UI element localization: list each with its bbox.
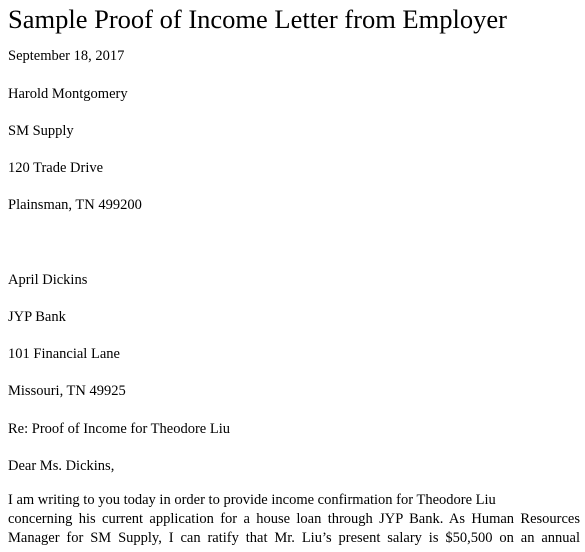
recipient-city-state-zip: Missouri, TN 49925 bbox=[8, 383, 126, 399]
salutation: Dear Ms. Dickins, bbox=[8, 458, 115, 474]
recipient-name: April Dickins bbox=[8, 272, 88, 288]
body-line: Manager for SM Supply, I can ratify that Mr. Liu’s present salary is $50,500 on an annual bbox=[8, 530, 580, 546]
letter-date: September 18, 2017 bbox=[8, 48, 125, 64]
body-paragraph bbox=[8, 491, 580, 548]
subject-line: Re: Proof of Income for Theodore Liu bbox=[8, 421, 231, 437]
recipient-company: JYP Bank bbox=[8, 309, 66, 325]
recipient-street: 101 Financial Lane bbox=[8, 346, 120, 362]
body-line: I am writing to you today in order to provide income confirmation for Theodore Liu bbox=[8, 492, 496, 508]
sender-company: SM Supply bbox=[8, 123, 74, 139]
document-title: Sample Proof of Income Letter from Employer bbox=[8, 4, 507, 34]
sender-street: 120 Trade Drive bbox=[8, 160, 104, 176]
sender-city-state-zip: Plainsman, TN 499200 bbox=[8, 197, 142, 213]
body-line: concerning his current application for a house loan through JYP Bank. As Human Resources bbox=[8, 511, 580, 527]
sender-name: Harold Montgomery bbox=[8, 86, 128, 102]
